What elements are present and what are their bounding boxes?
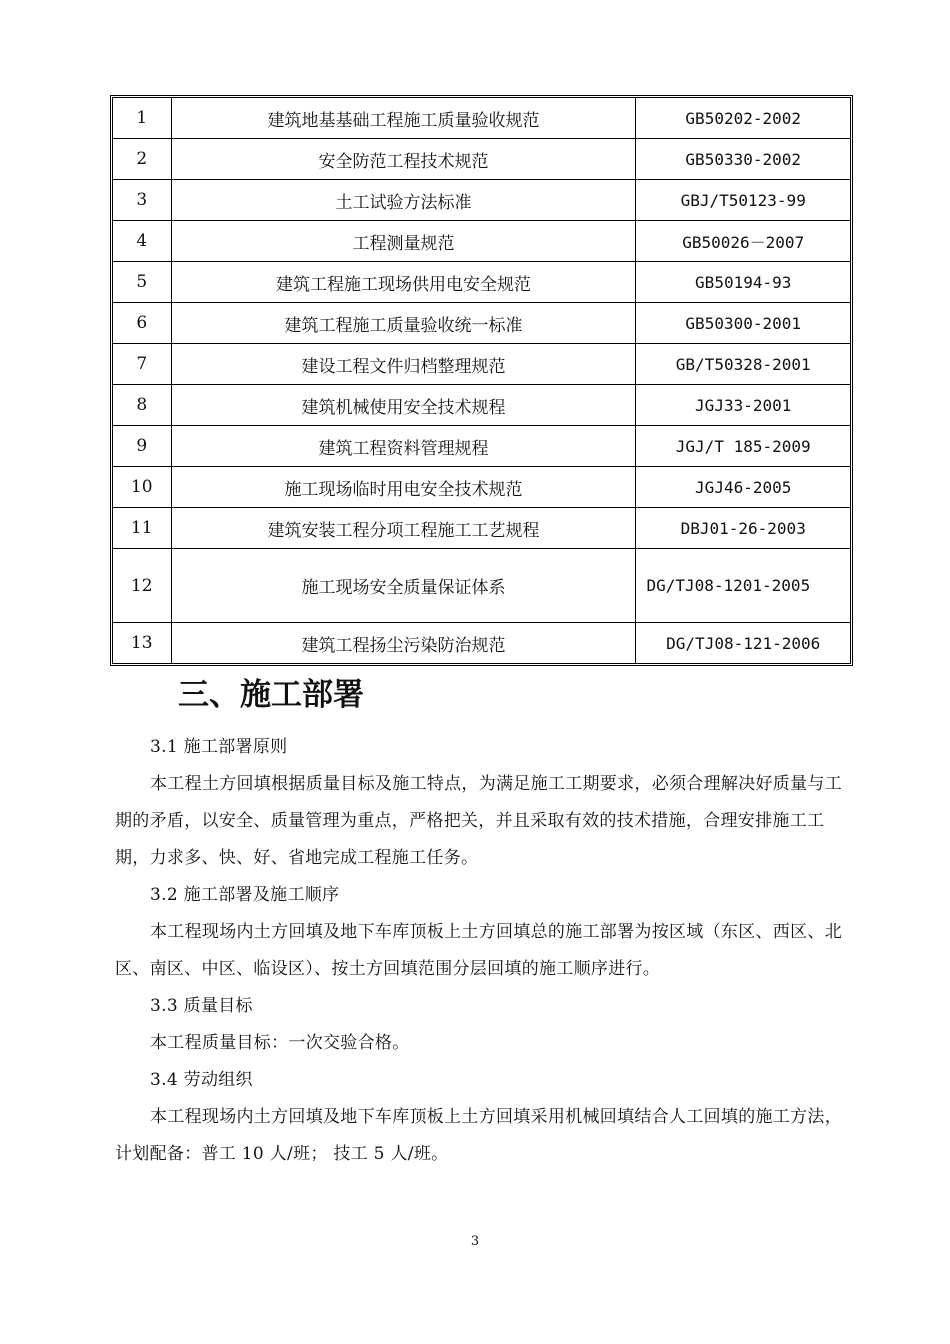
row-number: 6 <box>113 303 172 344</box>
standard-code: JGJ33-2001 <box>636 385 850 426</box>
row-number: 7 <box>113 344 172 385</box>
standards-table <box>110 95 853 666</box>
body-paragraph: 本工程现场内土方回填及地下车库顶板上土方回填采用机械回填结合人工回填的施工方法，计划配备：普工 10 人/班； 技工 5 人/班。 <box>115 1107 842 1164</box>
body-paragraph: 本工程土方回填根据质量目标及施工特点，为满足施工工期要求，必须合理解决好质量与工期的矛盾，以安全、质量管理为重点，严格把关，并且采取有效的技术措施，合理安排施工工期，力求多、快、好、省地完成工程施工任务。 <box>115 774 842 868</box>
standard-code: GB50330-2002 <box>636 139 850 180</box>
table-row <box>113 467 850 508</box>
standard-code: JGJ/T 185-2009 <box>636 426 850 467</box>
standard-name: 建筑工程施工质量验收统一标准 <box>172 303 637 344</box>
standard-name: 建筑工程施工现场供用电安全规范 <box>172 262 637 303</box>
row-number: 10 <box>113 467 172 508</box>
table-row <box>113 303 850 344</box>
standard-code: GB50202-2002 <box>636 98 850 139</box>
table-row <box>113 385 850 426</box>
subsection-title: 3.3 质量目标 <box>150 996 253 1016</box>
standard-name: 建设工程文件归档整理规范 <box>172 344 637 385</box>
table-row <box>113 221 850 262</box>
standard-name: 建筑安装工程分项工程施工工艺规程 <box>172 508 637 549</box>
row-number: 8 <box>113 385 172 426</box>
table-row <box>113 508 850 549</box>
table-row <box>113 262 850 303</box>
standard-name: 建筑工程资料管理规程 <box>172 426 637 467</box>
section-content <box>115 729 850 1173</box>
row-number: 13 <box>113 623 172 663</box>
standard-name: 建筑地基基础工程施工质量验收规范 <box>172 98 637 139</box>
standard-name: 建筑机械使用安全技术规程 <box>172 385 637 426</box>
standard-name: 工程测量规范 <box>172 221 637 262</box>
standard-code: DG/TJ08-1201-2005 <box>636 549 850 623</box>
standard-code: GBJ/T50123-99 <box>636 180 850 221</box>
subsection-title: 3.2 施工部署及施工顺序 <box>150 885 340 905</box>
row-number: 12 <box>113 549 172 623</box>
table-row <box>113 139 850 180</box>
standard-code: GB50194-93 <box>636 262 850 303</box>
row-number: 11 <box>113 508 172 549</box>
row-number: 9 <box>113 426 172 467</box>
section-heading: 三、施工部署 <box>178 677 364 713</box>
standard-code: GB/T50328-2001 <box>636 344 850 385</box>
standard-code: GB50026－2007 <box>636 221 850 262</box>
row-number: 5 <box>113 262 172 303</box>
standard-name: 施工现场临时用电安全技术规范 <box>172 467 637 508</box>
standard-name: 施工现场安全质量保证体系 <box>172 549 637 623</box>
table-row <box>113 549 850 623</box>
body-paragraph: 本工程现场内土方回填及地下车库顶板上土方回填总的施工部署为按区域（东区、西区、北区、南区、中区、临设区）、按土方回填范围分层回填的施工顺序进行。 <box>115 922 842 979</box>
standard-code: DBJ01-26-2003 <box>636 508 850 549</box>
standard-code: JGJ46-2005 <box>636 467 850 508</box>
table-row <box>113 344 850 385</box>
body-paragraph: 本工程质量目标：一次交验合格。 <box>150 1033 410 1053</box>
subsection-title: 3.1 施工部署原则 <box>150 737 288 757</box>
standard-code: GB50300-2001 <box>636 303 850 344</box>
standard-name: 安全防范工程技术规范 <box>172 139 637 180</box>
page-number: 3 <box>470 1234 480 1249</box>
standard-name: 土工试验方法标准 <box>172 180 637 221</box>
row-number: 3 <box>113 180 172 221</box>
subsection-title: 3.4 劳动组织 <box>150 1070 253 1090</box>
standard-code: DG/TJ08-121-2006 <box>666 633 821 653</box>
table-row <box>113 426 850 467</box>
row-number: 2 <box>113 139 172 180</box>
row-number: 4 <box>113 221 172 262</box>
table-row <box>113 98 850 139</box>
table-row <box>113 623 850 663</box>
row-number: 1 <box>113 98 172 139</box>
table-row <box>113 180 850 221</box>
standard-name: 建筑工程扬尘污染防治规范 <box>172 623 637 663</box>
